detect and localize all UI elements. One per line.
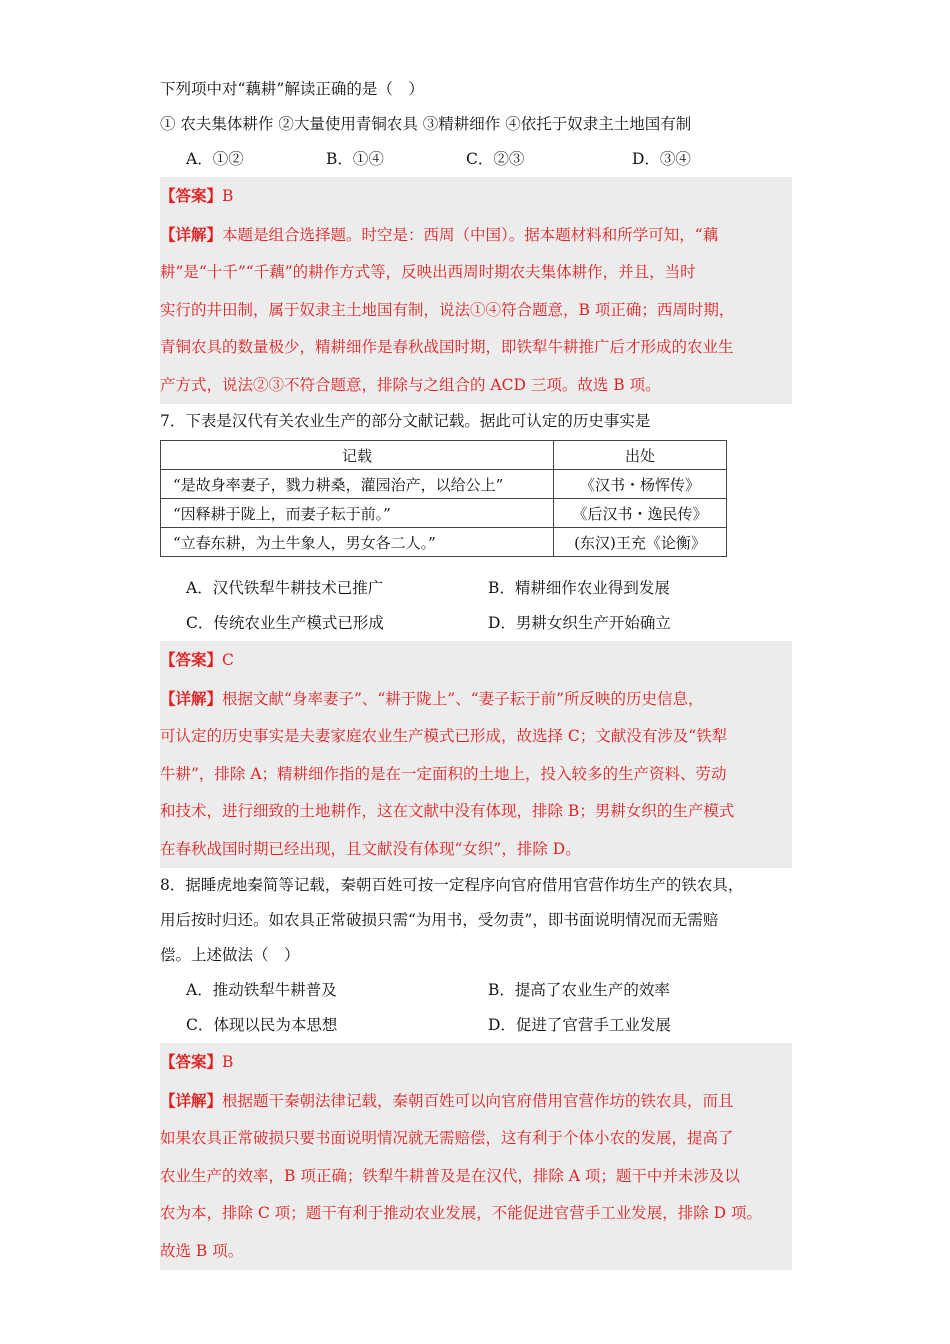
answer-tag: 【答案】 xyxy=(160,1052,223,1071)
table-cell-source: 《后汉书・逸民传》 xyxy=(554,499,727,528)
q6-answer-value: B xyxy=(222,187,234,205)
table-cell-record: “是故身率妻子，戮力耕桑，灌园治产，以给公上” xyxy=(161,470,554,499)
q8-stem-line: 用后按时归还。如农具正常破损只需“为用书，受勿责”，即书面说明情况而无需赔 xyxy=(160,911,719,929)
q8-detail-line: 故选 B 项。 xyxy=(160,1241,244,1260)
table-cell-record: “立春东耕，为土牛象人，男女各二人。” xyxy=(161,528,554,557)
q8-stem-line: 偿。上述做法（ ） xyxy=(160,946,300,964)
q8-options-row-1 xyxy=(160,973,790,1008)
table-row xyxy=(161,528,727,557)
q7-option-c: C．传统农业生产模式已形成 xyxy=(186,614,384,632)
table-header-source: 出处 xyxy=(554,441,727,470)
table-header-row xyxy=(161,441,727,470)
q7-detail-line: 和技术，进行细致的土地耕作，这在文献中没有体现，排除 B；男耕女织的生产模式 xyxy=(160,802,735,820)
detail-tag: 【详解】 xyxy=(160,1090,223,1110)
answer-tag: 【答案】 xyxy=(160,650,223,669)
q8-option-b: B．提高了农业生产的效率 xyxy=(488,981,670,999)
q6-detail-line: 青铜农具的数量极少，精耕细作是春秋战国时期，即铁犁牛耕推广后才形成的农业生 xyxy=(160,338,734,356)
q6-detail-line: 实行的井田制，属于奴隶主土地国有制，说法①④符合题意，B 项正确；西周时期， xyxy=(160,300,735,319)
q8-answer-block xyxy=(160,1043,792,1270)
q8-detail-line: 农业生产的效率，B 项正确；铁犁牛耕普及是在汉代，排除 A 项；题干中并未涉及以 xyxy=(160,1166,740,1185)
q8-options-row-2 xyxy=(160,1008,790,1043)
table-row xyxy=(161,470,727,499)
q6-stem: 下列项中对“藕耕”解读正确的是（ ） xyxy=(160,80,424,98)
q7-answer-value: C xyxy=(222,651,234,669)
q6-option-b: B．①④ xyxy=(326,150,384,168)
q7-options-row-2 xyxy=(160,606,790,641)
detail-tag: 【详解】 xyxy=(160,688,223,708)
q7-detail-line: 牛耕”，排除 A；精耕细作指的是在一定面积的土地上，投入较多的生产资料、劳动 xyxy=(160,764,727,783)
q7-options-row-1 xyxy=(160,571,790,606)
q7-detail-line: 根据文献“身率妻子”、“耕于陇上”、“妻子耘于前”所反映的历史信息， xyxy=(222,689,704,708)
q6-answer-block xyxy=(160,177,792,404)
detail-tag: 【详解】 xyxy=(160,224,223,244)
table-row xyxy=(161,499,727,528)
q7-option-a: A．汉代铁犁牛耕技术已推广 xyxy=(186,579,384,597)
q6-detail-line: 本题是组合选择题。时空是：西周（中国）。据本题材料和所学可知，“藕 xyxy=(222,225,719,244)
table-cell-source: (东汉)王充《论衡》 xyxy=(554,528,727,557)
document-page xyxy=(160,72,790,1270)
q7-source-table xyxy=(160,440,727,557)
q6-statements: ① 农夫集体耕作 ②大量使用青铜农具 ③精耕细作 ④依托于奴隶主土地国有制 xyxy=(160,115,692,133)
q7-detail-line: 可认定的历史事实是夫妻家庭农业生产模式已形成，故选择 C；文献没有涉及“铁犁 xyxy=(160,727,728,745)
q7-detail-line: 在春秋战国时期已经出现，且文献没有体现“女织”，排除 D。 xyxy=(160,839,581,858)
q7-stem: 7．下表是汉代有关农业生产的部分文献记载。据此可认定的历史事实是 xyxy=(160,412,651,430)
q6-options xyxy=(160,142,790,177)
q8-detail-line: 农为本，排除 C 项；题干有利于推动农业发展，不能促进官营手工业发展，排除 D 项。 xyxy=(160,1204,762,1222)
q6-option-a: A．①② xyxy=(186,150,244,168)
q8-stem-line: 8．据睡虎地秦简等记载，秦朝百姓可按一定程序向官府借用官营作坊生产的铁农具， xyxy=(160,876,744,894)
q8-detail-line: 根据题干秦朝法律记载，秦朝百姓可以向官府借用官营作坊的铁农具，而且 xyxy=(222,1091,734,1110)
q7-option-d: D．男耕女织生产开始确立 xyxy=(488,614,671,632)
q6-detail-line: 耕”是“十千”“千藕”的耕作方式等，反映出西周时期农夫集体耕作，并且，当时 xyxy=(160,263,696,281)
answer-tag: 【答案】 xyxy=(160,186,223,205)
q6-detail-line: 产方式，说法②③不符合题意，排除与之组合的 ACD 三项。故选 B 项。 xyxy=(160,375,661,394)
q8-answer-value: B xyxy=(222,1053,234,1071)
q8-option-a: A．推动铁犁牛耕普及 xyxy=(186,981,337,999)
q6-option-c: C．②③ xyxy=(466,150,525,168)
q8-option-d: D．促进了官营手工业发展 xyxy=(488,1016,671,1034)
q8-option-c: C．体现以民为本思想 xyxy=(186,1016,338,1034)
q7-option-b: B．精耕细作农业得到发展 xyxy=(488,579,670,597)
table-cell-source: 《汉书・杨恽传》 xyxy=(554,470,727,499)
q7-answer-block xyxy=(160,641,792,868)
table-header-record: 记载 xyxy=(161,441,554,470)
q8-detail-line: 如果农具正常破损只要书面说明情况就无需赔偿，这有利于个体小农的发展，提高了 xyxy=(160,1129,734,1147)
table-cell-record: “因释耕于陇上，而妻子耘于前。” xyxy=(161,499,554,528)
q6-option-d: D．③④ xyxy=(632,150,691,168)
